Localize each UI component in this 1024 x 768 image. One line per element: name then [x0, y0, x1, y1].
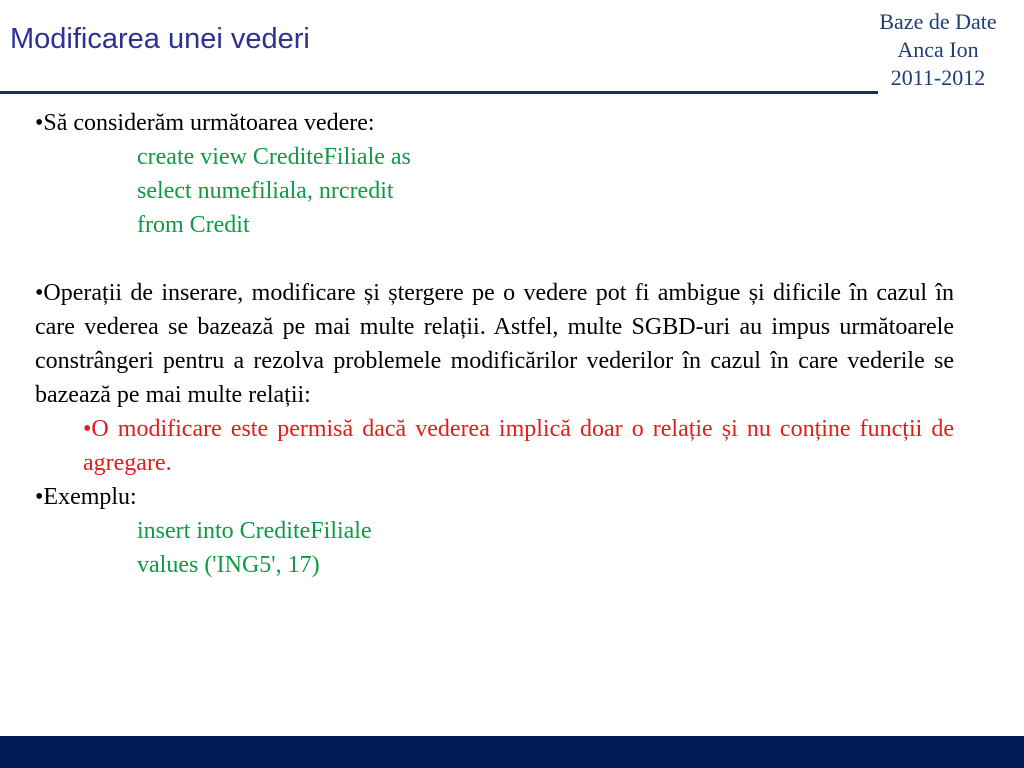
operations-paragraph: •Operații de inserare, modificare și ștergere pe o vedere pot fi ambigue și dificile în cazul în care vederea se bazează pe mai multe relații. Astfel, multe SGBD-uri au impus următoarele constrângeri pentru a rezolva problemele modificărilor vederilor în cazul în care vederile se bazează pe mai multe relații:	[35, 280, 954, 408]
title-divider	[0, 91, 878, 94]
course-info	[858, 8, 1018, 92]
course-name: Baze de Date	[879, 9, 997, 34]
course-year: 2011-2012	[890, 65, 986, 90]
view-code-block	[35, 140, 954, 242]
footer-bar	[0, 736, 1024, 768]
slide-content	[35, 106, 954, 582]
code-line: from Credit	[137, 212, 250, 238]
example-code-block	[35, 514, 954, 582]
code-line: insert into CrediteFiliale	[137, 518, 372, 544]
code-line: create view CrediteFiliale as	[137, 144, 411, 170]
code-line: select numefiliala, nrcredit	[137, 178, 394, 204]
example-bullet: •Exemplu:	[35, 484, 137, 510]
intro-bullet: •Să considerăm următoarea vedere:	[35, 110, 375, 136]
spacer	[35, 242, 954, 276]
course-author: Anca Ion	[897, 37, 979, 62]
slide-title: Modificarea unei vederi	[10, 23, 310, 55]
constraint-bullet: •O modificare este permisă dacă vederea implică doar o relație și nu conține funcții de agregare.	[83, 416, 954, 476]
code-line: values ('ING5', 17)	[137, 552, 320, 578]
